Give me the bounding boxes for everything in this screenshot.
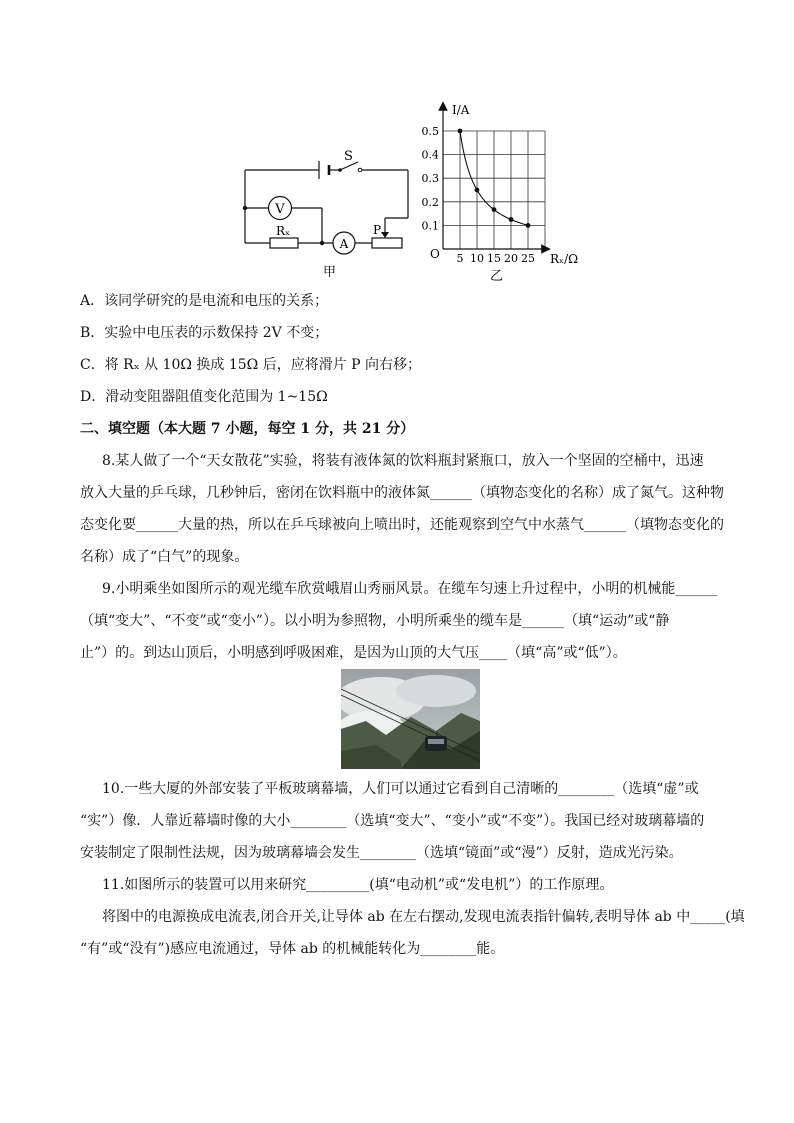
x-axis-label: Rₓ/Ω [550, 252, 579, 266]
y-tick-label: 0.1 [421, 219, 439, 233]
y-tick-label: 0.3 [421, 172, 439, 186]
q9-line-3: 止”）的。到达山顶后，小明感到呼吸困难，是因为山顶的大气压____（填“高”或“低”）。 [80, 645, 627, 661]
x-tick-label: 25 [521, 252, 535, 265]
x-tick-label: 15 [487, 252, 501, 265]
q11-line-2: 将图中的电源换成电流表,闭合开关,让导体 ab 在左右摆动,发现电流表指针偏转,表明导体 ab 中_____(填 [102, 909, 745, 925]
q10-line-2: “实”）像．人靠近幕墙时像的大小________（选填“变大”、“变小”或“不变”）。我国已经对玻璃幕墙的 [80, 813, 705, 829]
slider-label: P [373, 223, 382, 237]
cable-car-photo [341, 669, 480, 769]
q9-line-2: （填“变大”、“不变”或“变小”）。以小明为参照物，小明所乘坐的缆车是______（填“运动”或“静 [80, 613, 670, 629]
resistor-label: Rₓ [276, 224, 291, 238]
option-b: B．实验中电压表的示数保持 2V 不变； [80, 325, 329, 341]
y-tick-label: 0.5 [421, 125, 439, 138]
circuit-diagram [230, 140, 420, 290]
data-point [526, 223, 531, 228]
data-point [492, 207, 497, 212]
circuit-caption: 甲 [323, 265, 337, 280]
data-point [509, 217, 514, 222]
q8-line-1: 8.某人做了一个“天女散花”实验，将装有液体氮的饮料瓶封紧瓶口，放入一个坚固的空桶中，迅速 [102, 453, 704, 469]
ammeter-label: A [339, 237, 349, 251]
q8-line-2: 放入大量的乒乓球，几秒钟后，密闭在饮料瓶中的液体氮______（填物态变化的名称）成了氮气。这种物 [80, 485, 724, 501]
origin-label: O [430, 247, 440, 261]
q8-line-3: 态变化要______大量的热，所以在乒乓球被向上喷出时，还能观察到空气中水蒸气______（填物态变化的 [80, 517, 724, 533]
graph-grid [443, 131, 545, 249]
q11-line-1: 11.如图所示的装置可以用来研究_________(填“电动机”或“发电机”）的工作原理。 [102, 877, 614, 893]
option-d: D．滑动变阻器阻值变化范围为 1~15Ω [80, 389, 328, 405]
q8-line-4: 名称）成了“白气”的现象。 [80, 549, 249, 565]
y-tick-label: 0.4 [421, 148, 439, 162]
option-c: C．将 Rₓ 从 10Ω 换成 15Ω 后，应将滑片 P 向右移； [80, 357, 422, 373]
data-point [458, 129, 463, 134]
switch-label: S [344, 149, 353, 164]
section-title: 二、填空题（本大题 7 小题，每空 1 分，共 21 分） [80, 421, 415, 437]
voltmeter-label: V [275, 202, 285, 217]
y-tick-label: 0.2 [421, 195, 439, 209]
q11-line-3: “有”或“没有”)感应电流通过，导体 ab 的机械能转化为________能。 [80, 941, 505, 957]
q10-line-1: 10.一些大厦的外部安装了平板玻璃幕墙，人们可以通过它看到自己清晰的________（选填“虚”或 [102, 781, 699, 797]
current-resistance-graph [418, 100, 593, 285]
q9-line-1: 9.小明乘坐如图所示的观光缆车欣赏峨眉山秀丽风景。在缆车匀速上升过程中，小明的机械能______ [102, 581, 718, 597]
data-point [475, 188, 480, 193]
x-tick-label: 5 [456, 252, 464, 265]
y-axis-label: I/A [452, 103, 470, 117]
x-tick-label: 20 [504, 252, 518, 265]
q10-line-3: 安装制定了限制性法规，因为玻璃幕墙会发生________（选填“镜面”或“漫”）反射，造成光污染。 [80, 845, 683, 861]
option-a: A．该同学研究的是电流和电压的关系； [80, 293, 329, 309]
graph-caption: 乙 [490, 269, 504, 284]
x-tick-label: 10 [470, 252, 484, 265]
